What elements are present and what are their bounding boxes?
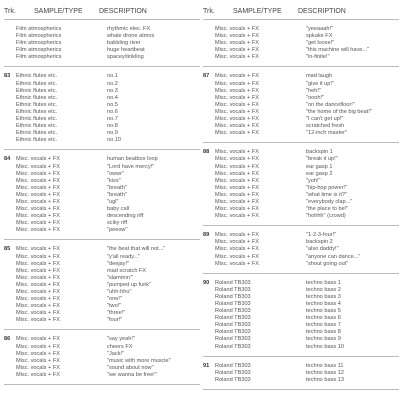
table-row (4, 358, 200, 365)
sample-type: Roland TB303 (215, 343, 251, 350)
track-group (4, 67, 200, 150)
table-row (4, 47, 200, 54)
sample-description: "oooh!" (306, 94, 324, 101)
table-row (203, 280, 399, 287)
table-row (203, 33, 399, 40)
sample-description: "music with more muscle" (107, 357, 171, 364)
sample-type: Misc. vocals + FX (16, 267, 60, 274)
sample-type: Misc. vocals + FX (215, 191, 259, 198)
table-row (203, 88, 399, 95)
sample-type: Misc. vocals + FX (215, 94, 259, 101)
table-row (203, 287, 399, 294)
table-row (4, 26, 200, 33)
table-row (203, 370, 399, 377)
sample-type: Misc. vocals + FX (215, 156, 259, 163)
sample-type: Misc. vocals + FX (215, 130, 259, 137)
sample-type: Roland TB303 (215, 308, 251, 315)
table-row (203, 308, 399, 315)
sample-description: no.3 (107, 87, 118, 94)
sample-description: ear gasp 2 (306, 170, 333, 177)
sample-type: Misc. vocals + FX (16, 253, 60, 260)
sample-type: Misc. vocals + FX (215, 40, 259, 47)
sample-description: "I can't get up!" (306, 116, 344, 123)
table-row (4, 185, 200, 192)
table-row (203, 206, 399, 213)
sample-type: Roland TB303 (215, 362, 251, 369)
sample-description: no.8 (107, 123, 118, 130)
sample-description: "slammin'" (107, 274, 133, 281)
sample-description: "y'all ready..." (107, 253, 141, 260)
track-group (203, 67, 399, 143)
sample-type: Misc. vocals + FX (16, 281, 60, 288)
sample-description: techno bass 5 (306, 308, 341, 315)
sample-type: Ethnic flutes etc. (16, 108, 58, 115)
sample-description: no.2 (107, 80, 118, 87)
track-group (203, 357, 399, 390)
header-sample-type: SAMPLE/TYPE (233, 8, 282, 15)
sample-description: "pumped up funk" (107, 281, 152, 288)
table-row (4, 109, 200, 116)
sample-description: sciky riff (107, 220, 128, 227)
track-number: 83 (4, 73, 11, 80)
sample-description: techno bass 10 (306, 343, 344, 350)
sample-type: Misc. vocals + FX (16, 220, 60, 227)
sample-type: Misc. vocals + FX (16, 364, 60, 371)
sample-description: "shout going out" (306, 260, 349, 267)
sample-type: Misc. vocals + FX (215, 253, 259, 260)
sample-type: Roland TB303 (215, 286, 251, 293)
sample-type: Misc. vocals + FX (215, 163, 259, 170)
sample-type: Film atmospherics (16, 26, 62, 32)
sample-type: Roland TB303 (215, 336, 251, 343)
sample-type: Misc. vocals + FX (215, 232, 259, 239)
table-row (4, 137, 200, 144)
sample-type: Roland TB303 (215, 315, 251, 322)
table-row (4, 95, 200, 102)
table-row (203, 123, 399, 130)
sample-description: techno bass 12 (306, 369, 344, 376)
sample-description: no.10 (107, 137, 121, 144)
sample-description: no.5 (107, 101, 118, 108)
sample-type: Misc. vocals + FX (16, 191, 60, 198)
sample-description: techno bass 9 (306, 336, 341, 343)
table-row (203, 47, 399, 54)
sample-description: no.4 (107, 94, 118, 101)
sample-type: Misc. vocals + FX (215, 26, 259, 32)
sample-type: Roland TB303 (215, 301, 251, 307)
sample-type: Misc. vocals + FX (16, 213, 60, 220)
sample-type: Misc. vocals + FX (215, 101, 259, 108)
table-row (4, 156, 200, 163)
table-row (4, 227, 200, 234)
sample-description: "ugl" (107, 198, 119, 205)
sample-type: Misc. vocals + FX (215, 108, 259, 115)
track-group (203, 226, 399, 273)
table-row (4, 54, 200, 61)
table-row (203, 261, 399, 268)
sample-type: Misc. vocals + FX (215, 239, 259, 246)
sample-type: Misc. vocals + FX (16, 246, 60, 253)
sample-type: Misc. vocals + FX (215, 33, 259, 40)
sample-description: "hohhh" (crowd) (306, 213, 346, 220)
table-row (4, 192, 200, 199)
header-sample-type: SAMPLE/TYPE (34, 8, 83, 15)
table-row (4, 317, 200, 324)
sample-description: backspin 2 (306, 239, 333, 246)
sample-description: "also daddy!" (306, 246, 339, 253)
sample-description: techno bass 6 (306, 315, 341, 322)
sample-description: descending riff (107, 213, 144, 220)
table-row (203, 322, 399, 329)
sample-description: techno bass 7 (306, 322, 341, 329)
table-row (4, 40, 200, 47)
right-table-header (203, 0, 399, 20)
header-description: DESCRIPTION (298, 8, 346, 15)
sample-type: Film atmospherics (16, 47, 62, 54)
left-column (4, 0, 200, 385)
sample-type: Misc. vocals + FX (215, 213, 259, 220)
table-row (4, 344, 200, 351)
table-row (203, 213, 399, 220)
sample-description: "one!" (107, 296, 122, 303)
table-row (203, 192, 399, 199)
table-row (4, 372, 200, 379)
sample-description: techno bass 8 (306, 329, 341, 336)
track-group (4, 150, 200, 240)
table-row (203, 363, 399, 370)
table-row (203, 95, 399, 102)
sample-type: Misc. vocals + FX (16, 371, 60, 378)
sample-description: backspin 1 (306, 149, 333, 156)
table-row (4, 261, 200, 268)
sample-type: Ethnic flutes etc. (16, 87, 58, 94)
table-row (4, 310, 200, 317)
sample-description: "12-inch master" (306, 130, 347, 137)
sample-type: Ethnic flutes etc. (16, 137, 58, 144)
sample-type: Misc. vocals + FX (215, 149, 259, 156)
sample-description: "get loose!" (306, 40, 335, 47)
table-row (203, 156, 399, 163)
track-number: 91 (203, 362, 210, 369)
sample-type: Misc. vocals + FX (16, 350, 60, 357)
sample-description: mad laugh (306, 73, 333, 80)
sample-description: no.7 (107, 116, 118, 123)
sample-description: baby call (107, 206, 130, 213)
sample-type: Roland TB303 (215, 322, 251, 329)
sample-description: "the beat that will not..." (107, 246, 166, 253)
table-row (203, 239, 399, 246)
table-row (4, 88, 200, 95)
sample-description: "breath" (107, 191, 127, 198)
sample-type: Misc. vocals + FX (16, 260, 60, 267)
table-row (203, 164, 399, 171)
sample-description: "owwr" (107, 170, 125, 177)
sample-description: "we wanna be free!" (107, 371, 157, 378)
sample-description: "1-2-3-four!" (306, 232, 337, 239)
table-row (4, 178, 200, 185)
table-row (203, 130, 399, 137)
table-row (4, 130, 200, 137)
table-row (4, 303, 200, 310)
table-row (203, 185, 399, 192)
sample-type: Roland TB303 (215, 279, 251, 286)
sample-type: Ethnic flutes etc. (16, 130, 58, 137)
right-groups (203, 20, 399, 390)
sample-description: whale drone atmos (107, 33, 155, 40)
sample-type: Roland TB303 (215, 293, 251, 300)
track-group (4, 20, 200, 67)
sample-description: techno bass 1 (306, 279, 341, 286)
table-row (4, 336, 200, 343)
sample-description: techno bass 4 (306, 301, 341, 307)
track-number: 89 (203, 232, 210, 239)
sample-description: "the place to be!" (306, 206, 349, 213)
sample-type: Ethnic flutes etc. (16, 94, 58, 101)
table-row (4, 289, 200, 296)
sample-type: Misc. vocals + FX (16, 310, 60, 317)
table-row (203, 329, 399, 336)
sample-description: babbling river (107, 40, 141, 47)
table-row (203, 315, 399, 322)
sample-description: huge heartbeat (107, 47, 145, 54)
left-table-header (4, 0, 200, 20)
sample-type: Misc. vocals + FX (16, 336, 60, 343)
table-row (4, 282, 200, 289)
track-number: 86 (4, 336, 11, 343)
header-trk: Trk. (203, 8, 215, 15)
sample-description: mad scratch FX (107, 267, 147, 274)
sample-description: "on the dancefloor!" (306, 101, 355, 108)
table-row (4, 164, 200, 171)
table-row (203, 109, 399, 116)
sample-description: scratched fresh (306, 123, 345, 130)
sample-description: techno bass 13 (306, 376, 344, 383)
sample-type: Misc. vocals + FX (16, 184, 60, 191)
table-row (4, 116, 200, 123)
sample-type: Misc. vocals + FX (215, 47, 259, 54)
sample-type: Misc. vocals + FX (215, 116, 259, 123)
sample-description: "three!" (107, 310, 126, 317)
table-row (4, 268, 200, 275)
sample-description: "give it up!" (306, 80, 334, 87)
sample-description: "hip-hop power!" (306, 184, 347, 191)
table-row (4, 123, 200, 130)
sample-description: "break it up!" (306, 156, 338, 163)
table-row (203, 199, 399, 206)
sample-type: Misc. vocals + FX (215, 123, 259, 130)
sample-type: Misc. vocals + FX (215, 54, 259, 61)
sample-description: "what time is it?" (306, 191, 347, 198)
sample-type: Misc. vocals + FX (215, 246, 259, 253)
right-column (203, 0, 399, 390)
sample-description: techno bass 3 (306, 293, 341, 300)
track-group (203, 143, 399, 226)
sample-type: Misc. vocals + FX (16, 357, 60, 364)
table-row (4, 102, 200, 109)
table-row (4, 199, 200, 206)
track-number: 84 (4, 156, 11, 163)
sample-type: Misc. vocals + FX (215, 198, 259, 205)
track-group (203, 274, 399, 357)
track-group (4, 330, 200, 385)
sample-type: Film atmospherics (16, 54, 62, 61)
table-row (203, 294, 399, 301)
sample-description: "heh!" (306, 87, 321, 94)
sample-type: Ethnic flutes etc. (16, 116, 58, 123)
table-row (203, 301, 399, 308)
sample-type: Ethnic flutes etc. (16, 73, 58, 80)
sample-description: cheers FX (107, 343, 133, 350)
table-row (4, 351, 200, 358)
sample-type: Roland TB303 (215, 376, 251, 383)
table-row (203, 116, 399, 123)
sample-type: Misc. vocals + FX (16, 177, 60, 184)
sample-description: "this machine will have..." (306, 47, 370, 54)
table-row (203, 336, 399, 343)
sample-description: "breath" (107, 184, 127, 191)
sample-type: Misc. vocals + FX (16, 343, 60, 350)
sample-type: Misc. vocals + FX (16, 274, 60, 281)
sample-type: Misc. vocals + FX (16, 198, 60, 205)
table-row (4, 206, 200, 213)
sample-type: Ethnic flutes etc. (16, 123, 58, 130)
sample-type: Ethnic flutes etc. (16, 80, 58, 87)
sample-description: "peeow" (107, 227, 128, 234)
table-row (4, 81, 200, 88)
sample-type: Misc. vocals + FX (16, 163, 60, 170)
sample-type: Misc. vocals + FX (16, 170, 60, 177)
track-number: 85 (4, 246, 11, 253)
sample-type: Misc. vocals + FX (16, 296, 60, 303)
sample-type: Misc. vocals + FX (16, 289, 60, 295)
sample-description: "yeeaaah!" (306, 26, 333, 32)
sample-description: no.1 (107, 73, 118, 80)
table-row (4, 275, 200, 282)
table-row (203, 102, 399, 109)
sample-type: Roland TB303 (215, 329, 251, 336)
sample-type: Misc. vocals + FX (16, 317, 60, 324)
table-row (203, 254, 399, 261)
sample-description: "say yeah!" (107, 336, 135, 343)
table-row (203, 171, 399, 178)
sample-description: spacey/tinkling (107, 54, 144, 61)
track-group (4, 240, 200, 330)
table-row (203, 54, 399, 61)
table-row (203, 246, 399, 253)
sample-type: Misc. vocals + FX (215, 87, 259, 94)
sample-type: Misc. vocals + FX (16, 206, 60, 213)
track-number: 87 (203, 73, 210, 80)
table-row (4, 296, 200, 303)
sample-description: "uhh-hhu" (107, 289, 132, 295)
sample-description: techno bass 2 (306, 286, 341, 293)
table-row (203, 73, 399, 80)
table-row (4, 365, 200, 372)
sample-description: "in-finite!" (306, 54, 330, 61)
left-groups (4, 20, 200, 385)
sample-type: Misc. vocals + FX (215, 73, 259, 80)
sample-description: "sound about now" (107, 364, 154, 371)
sample-type: Roland TB303 (215, 369, 251, 376)
header-description: DESCRIPTION (99, 8, 147, 15)
sample-type: Misc. vocals + FX (215, 260, 259, 267)
table-row (4, 220, 200, 227)
sample-description: techno bass 11 (306, 362, 344, 369)
table-row (203, 26, 399, 33)
table-row (4, 171, 200, 178)
table-row (203, 344, 399, 351)
table-row (4, 246, 200, 253)
sample-type: Misc. vocals + FX (16, 156, 60, 163)
table-row (203, 149, 399, 156)
sample-description: ear gasp 1 (306, 163, 333, 170)
sample-type: Film atmospherics (16, 40, 62, 47)
table-row (203, 377, 399, 384)
sample-description: "two!" (107, 303, 122, 310)
sample-type: Misc. vocals + FX (16, 303, 60, 310)
table-row (4, 213, 200, 220)
sample-description: human beatbox loop (107, 156, 158, 163)
sample-description: "Jack!" (107, 350, 125, 357)
sample-description: no.9 (107, 130, 118, 137)
sample-description: "four!" (107, 317, 123, 324)
track-number: 88 (203, 149, 210, 156)
track-number: 90 (203, 279, 210, 286)
table-row (4, 254, 200, 261)
sample-description: "yoh!" (306, 177, 321, 184)
table-row (203, 232, 399, 239)
sample-type: Misc. vocals + FX (215, 184, 259, 191)
sample-description: "deejay!" (107, 260, 130, 267)
sample-type: Ethnic flutes etc. (16, 101, 58, 108)
sample-type: Misc. vocals + FX (215, 206, 259, 213)
sample-type: Film atmospherics (16, 33, 62, 40)
table-row (4, 73, 200, 80)
sample-description: no.6 (107, 108, 118, 115)
header-trk: Trk. (4, 8, 16, 15)
sample-description: "anyone can dance..." (306, 253, 361, 260)
sample-description: "kiss" (107, 177, 121, 184)
sample-description: "everybody clap..." (306, 198, 353, 205)
sample-type: Misc. vocals + FX (215, 80, 259, 87)
sample-description: rhythmic elec. FX (107, 26, 151, 32)
sample-type: Misc. vocals + FX (215, 177, 259, 184)
track-group (203, 20, 399, 67)
sample-description: "Lord have mercy!" (107, 163, 155, 170)
table-row (203, 81, 399, 88)
sample-description: "the home of the big beat!" (306, 108, 372, 115)
sample-description: spkake FX (306, 33, 333, 40)
sample-type: Misc. vocals + FX (215, 170, 259, 177)
table-row (4, 33, 200, 40)
table-row (203, 40, 399, 47)
table-row (203, 178, 399, 185)
sample-type: Misc. vocals + FX (16, 227, 60, 234)
